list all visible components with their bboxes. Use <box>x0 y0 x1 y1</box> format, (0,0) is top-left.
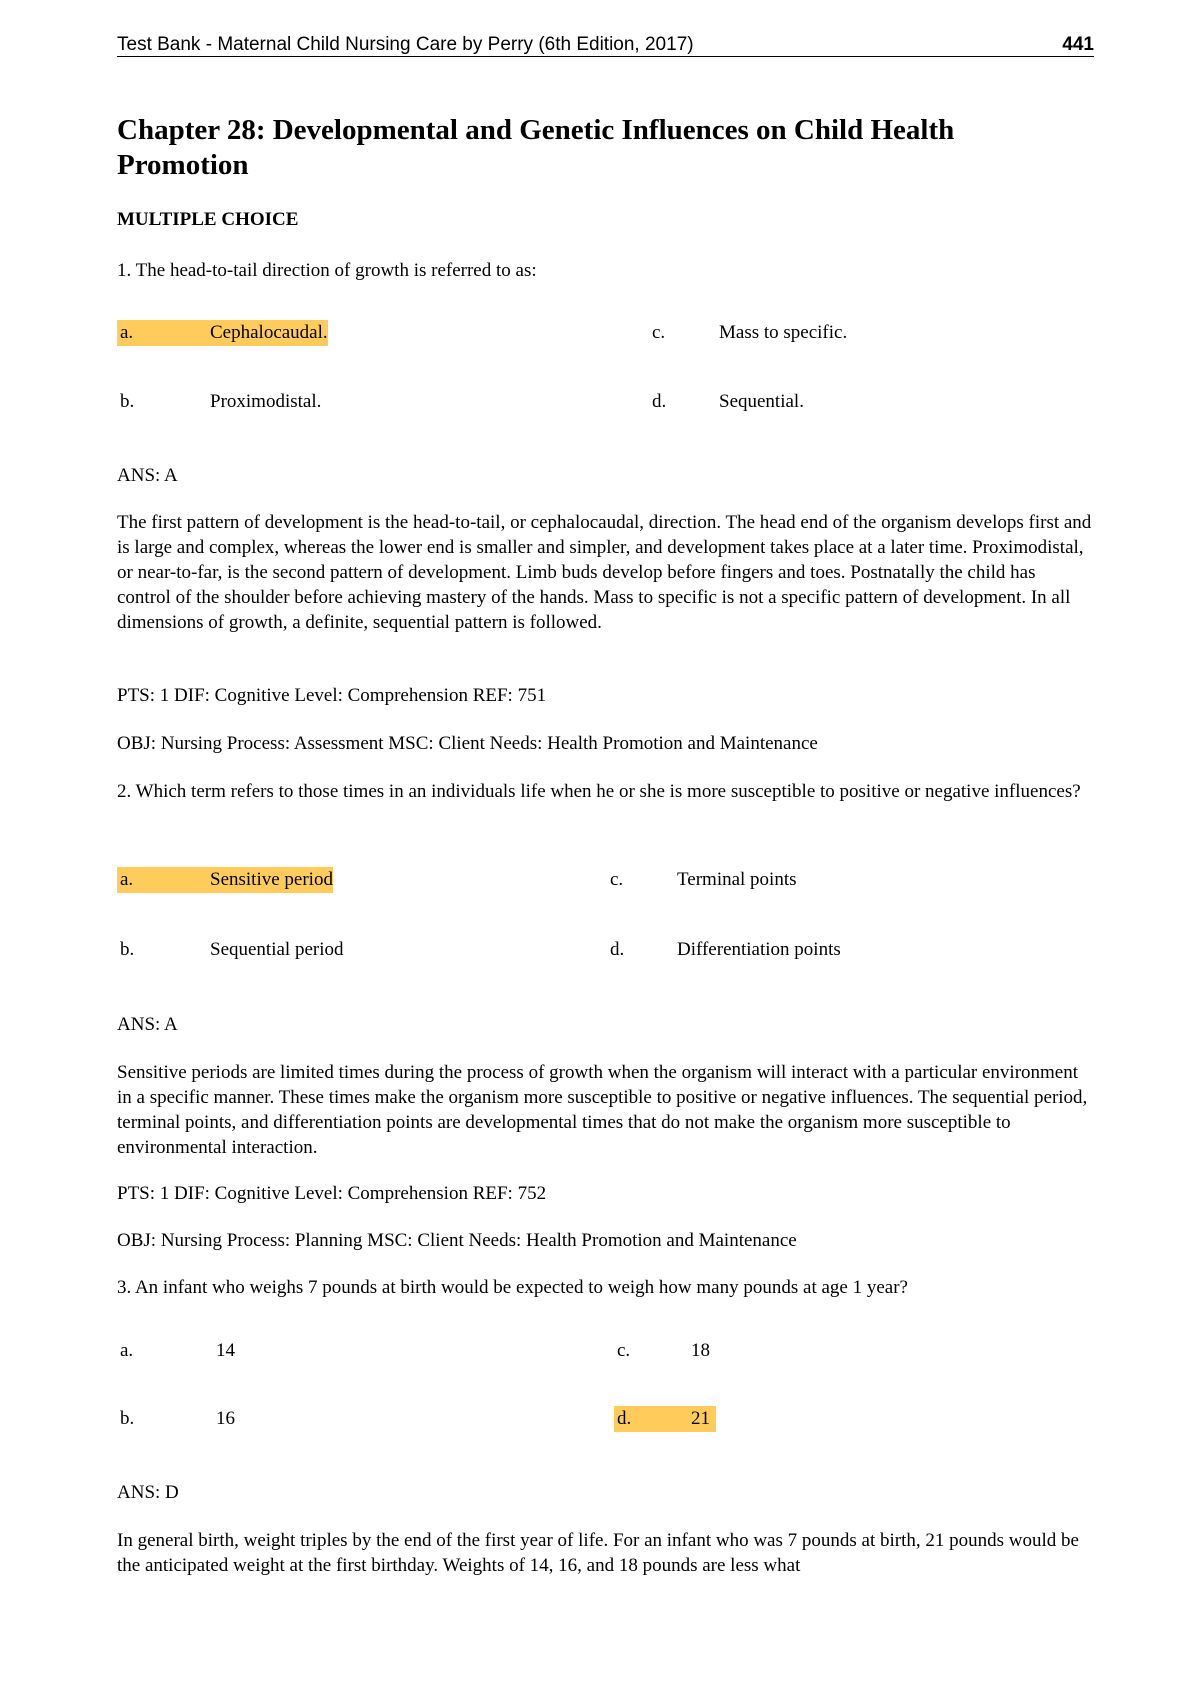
q1-rationale: The first pattern of development is the head-to-tail, or cephalocaudal, direction. The head end of the organism develops first and is large and complex, whereas the lower end is smaller and simpler, and development takes place at a later time. Proximodistal, or near-to-far, is the second pattern of development. Limb buds develop before fingers and toes. Postnatally the child has control of the shoulder before achieving mastery of the hands. Mass to specific is not a specific pattern of development. In all dimensions of growth, a definite, sequential pattern is followed. <box>117 512 1092 633</box>
page-number: 441 <box>1062 34 1094 55</box>
q2-option-b-letter: b. <box>120 939 135 960</box>
q1-option-b-text: Proximodistal. <box>210 391 322 412</box>
q1-option-c-letter: c. <box>652 322 666 343</box>
q1-pts-line: PTS: 1 DIF: Cognitive Level: Comprehension REF: 751 <box>117 685 547 706</box>
q2-option-a-letter: a. <box>117 867 210 893</box>
q2-option-c-text: Terminal points <box>677 869 797 890</box>
q3-answer: ANS: D <box>117 1482 179 1503</box>
question-2-stem: 2. Which term refers to those times in an individuals life when he or she is more susceptible to positive or negative influences? <box>117 781 1081 802</box>
q3-option-d-text: 21 <box>691 1406 716 1432</box>
question-3-stem: 3. An infant who weighs 7 pounds at birth would be expected to weigh how many pounds at age 1 year? <box>117 1277 908 1298</box>
q1-answer: ANS: A <box>117 465 178 486</box>
question-1-stem: 1. The head-to-tail direction of growth is referred to as: <box>117 260 537 281</box>
q2-option-d-letter: d. <box>610 939 625 960</box>
q3-option-c-text: 18 <box>691 1340 710 1361</box>
q2-rationale: Sensitive periods are limited times during the process of growth when the organism will interact with a particular environment in a specific manner. These times make the organism more susceptible to positive or negative influences. The sequential period, terminal points, and differentiation points are developmental times that do not make the organism more susceptible to environmental interaction. <box>117 1062 1088 1158</box>
q3-rationale: In general birth, weight triples by the end of the first year of life. For an infant who was 7 pounds at birth, 21 pounds would be the anticipated weight at the first birthday. Weights of 14, 16, and 18 pounds are less what <box>117 1530 1079 1576</box>
q2-option-b-text: Sequential period <box>210 939 344 960</box>
chapter-title: Chapter 28: Developmental and Genetic Influences on Child Health Promotion <box>117 114 955 181</box>
q2-option-d-text: Differentiation points <box>677 939 841 960</box>
q1-obj-line: OBJ: Nursing Process: Assessment MSC: Client Needs: Health Promotion and Maintenance <box>117 733 818 754</box>
q1-option-c-text: Mass to specific. <box>719 322 848 343</box>
running-header <box>117 34 1094 57</box>
q1-option-d-text: Sequential. <box>719 391 804 412</box>
q3-option-b-text: 16 <box>216 1408 235 1429</box>
section-heading: MULTIPLE CHOICE <box>117 209 299 230</box>
q1-option-d-letter: d. <box>652 391 667 412</box>
q2-option-c-letter: c. <box>610 869 624 890</box>
q3-option-a-text: 14 <box>216 1340 235 1361</box>
q2-pts-line: PTS: 1 DIF: Cognitive Level: Comprehension REF: 752 <box>117 1183 547 1204</box>
q1-option-b-letter: b. <box>120 391 135 412</box>
q3-option-a-letter: a. <box>120 1340 134 1361</box>
q3-option-d-letter: d. <box>614 1406 691 1432</box>
q2-option-a-text: Sensitive period <box>210 867 333 893</box>
q1-option-a-text: Cephalocaudal. <box>210 320 328 346</box>
q2-answer: ANS: A <box>117 1014 178 1035</box>
q3-option-c-letter: c. <box>617 1340 631 1361</box>
running-header-title: Test Bank - Maternal Child Nursing Care by Perry (6th Edition, 2017) <box>117 34 694 55</box>
q1-option-a-letter: a. <box>117 320 210 346</box>
q2-obj-line: OBJ: Nursing Process: Planning MSC: Client Needs: Health Promotion and Maintenance <box>117 1230 797 1251</box>
q3-option-b-letter: b. <box>120 1408 135 1429</box>
